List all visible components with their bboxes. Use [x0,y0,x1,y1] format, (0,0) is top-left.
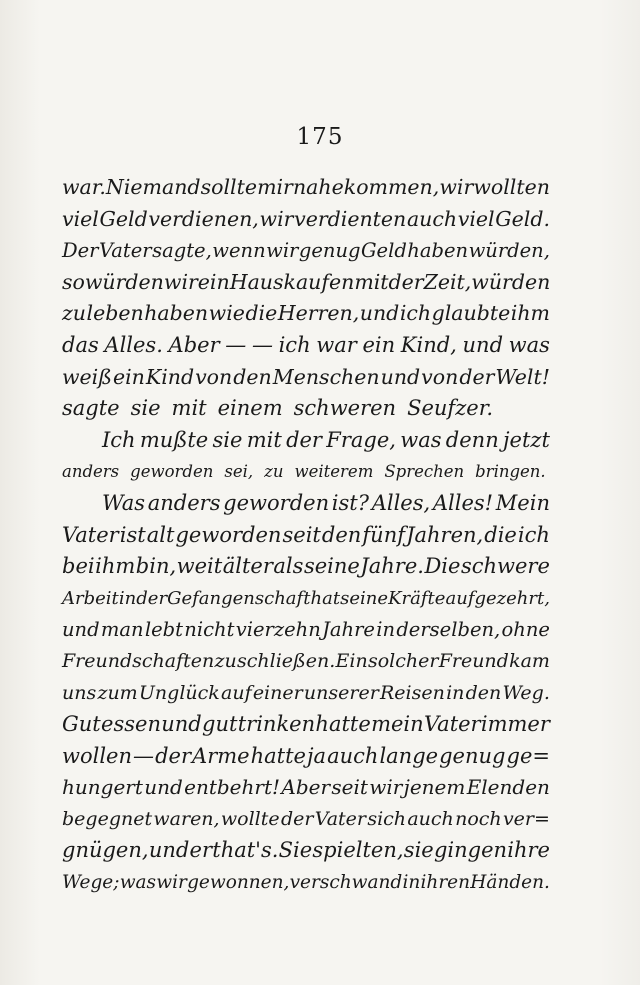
text-line: Arbeit in der Gefangenschaft hat seine Kräfte aufgezehrt, [62,587,550,609]
text-line: sagte sie mit einem schweren Seufzer. [62,396,494,421]
text-line: viel Geld verdienen, wir verdienten auch viel Geld. [62,206,550,231]
page-number: 175 [296,124,344,150]
text-line: und man lebt nicht vierzehn Jahre in derselben, ohne [62,618,550,642]
body-text [62,172,550,899]
text-line: Vater ist alt geworden seit den fünf Jahren, die ich [62,522,550,547]
text-line: war. Niemand sollte mir nahe kommen, wir wollten [62,175,550,199]
text-line: gnügen, und er that's. Sie spielten, sie gingen ihre [62,838,550,863]
text-line: weiß ein Kind von den Menschen und von der Welt! [62,364,550,389]
text-line: Was anders geworden ist? Alles, Alles! Mein [102,490,550,515]
text-line: zu leben haben wie die Herren, und ich glaubte ihm [62,301,550,326]
text-line: begegnet waren, wollte der Vater sich auch noch ver= [62,807,550,830]
text-line: uns zum Unglück auf einer unserer Reisen in den Weg. [62,681,550,704]
text-line: wollen — der Arme hatte ja auch lange genug ge= [62,743,550,768]
text-line: hungert und entbehrt! Aber seit wir jenem Elenden [62,775,550,800]
text-line: Freundschaften zu schließen. Ein solcher Freund kam [62,649,550,672]
text-line: bei ihm bin, weit älter als seine Jahre. Die schwere [62,554,550,579]
text-line: Der Vater sagte, wenn wir genug Geld haben würden, [62,239,550,263]
text-line: Wege; was wir gewonnen, verschwand in ihren Händen. [62,872,550,894]
text-line: Ich mußte sie mit der Frage, was denn jetzt [102,427,550,452]
text-line: Gut essen und gut trinken hatte mein Vater immer [62,712,550,737]
text-line: das Alles. Aber — — ich war ein Kind, und was [62,332,550,357]
text-line: anders geworden sei, zu weiterem Sprechen bringen. [62,462,546,482]
text-line: so würden wir ein Haus kaufen mit der Zeit, würden [62,269,551,294]
